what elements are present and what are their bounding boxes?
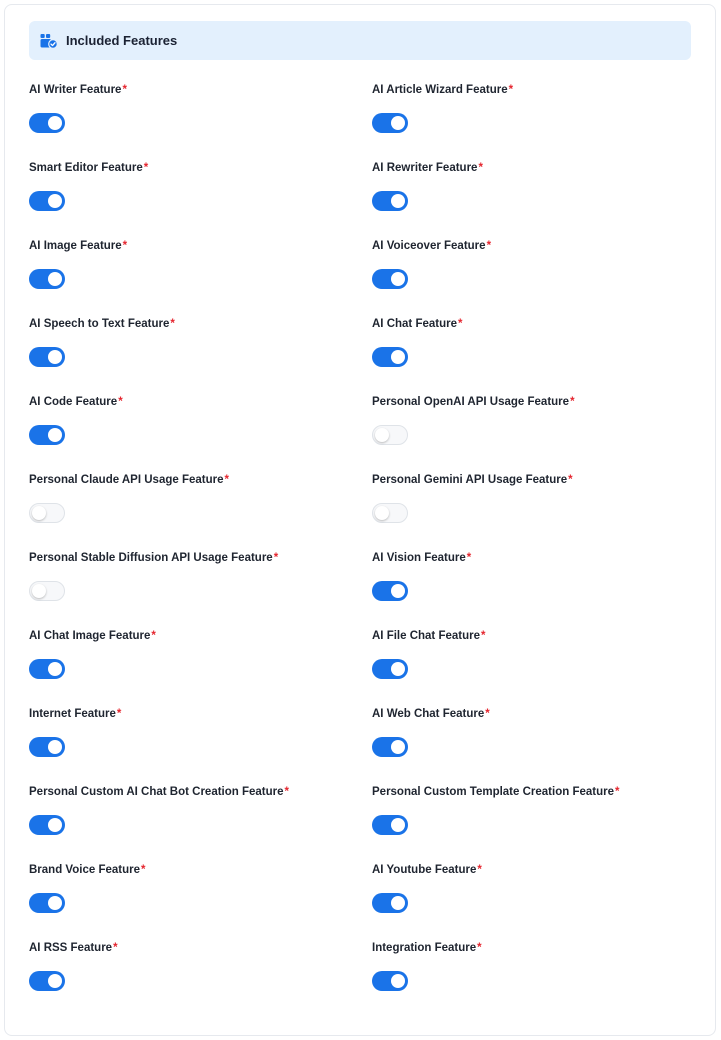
toggle-knob bbox=[48, 896, 62, 910]
toggle-knob bbox=[391, 194, 405, 208]
feature-label-text: Personal Stable Diffusion API Usage Feature bbox=[29, 552, 273, 564]
feature-label-text: Integration Feature bbox=[372, 942, 477, 954]
feature-toggle[interactable] bbox=[372, 113, 408, 133]
feature-label bbox=[29, 940, 372, 956]
toggle-knob bbox=[391, 584, 405, 598]
feature-label-text: AI Article Wizard Feature bbox=[372, 84, 508, 96]
feature-label-text: AI Code Feature bbox=[29, 396, 118, 408]
toggle-knob bbox=[48, 974, 62, 988]
feature-label-text: Personal Custom Template Creation Feature bbox=[372, 786, 614, 798]
feature-toggle[interactable] bbox=[372, 971, 408, 991]
feature-item bbox=[29, 153, 372, 231]
feature-label bbox=[29, 862, 372, 878]
toggle-knob bbox=[48, 194, 62, 208]
required-asterisk: * bbox=[116, 708, 122, 720]
feature-label-text: AI Youtube Feature bbox=[372, 864, 477, 876]
feature-label-text: AI File Chat Feature bbox=[372, 630, 480, 642]
required-asterisk: * bbox=[273, 552, 279, 564]
toggle-knob bbox=[375, 428, 389, 442]
feature-toggle[interactable] bbox=[372, 659, 408, 679]
feature-label bbox=[29, 238, 372, 254]
required-asterisk: * bbox=[122, 84, 127, 96]
feature-label-text: AI Web Chat Feature bbox=[372, 708, 485, 720]
feature-label-text: AI Writer Feature bbox=[29, 84, 122, 96]
required-asterisk: * bbox=[151, 630, 156, 642]
feature-label bbox=[372, 472, 691, 488]
feature-item bbox=[29, 621, 372, 699]
required-asterisk: * bbox=[614, 786, 620, 798]
required-asterisk: * bbox=[508, 84, 514, 96]
required-asterisk: * bbox=[570, 396, 575, 408]
toggle-knob bbox=[391, 116, 405, 130]
required-asterisk: * bbox=[143, 162, 149, 174]
feature-toggle[interactable] bbox=[29, 815, 65, 835]
feature-toggle[interactable] bbox=[29, 971, 65, 991]
feature-item bbox=[372, 309, 691, 387]
feature-item bbox=[372, 387, 691, 465]
feature-item bbox=[29, 855, 372, 933]
feature-toggle[interactable] bbox=[372, 893, 408, 913]
feature-label-text: Personal Claude API Usage Feature bbox=[29, 474, 224, 486]
feature-toggle[interactable] bbox=[29, 347, 65, 367]
feature-label bbox=[372, 628, 691, 644]
toggle-knob bbox=[391, 350, 405, 364]
feature-label bbox=[29, 706, 372, 722]
feature-item bbox=[29, 543, 372, 621]
feature-item bbox=[372, 855, 691, 933]
toggle-knob bbox=[391, 662, 405, 676]
feature-label bbox=[29, 160, 372, 176]
feature-toggle[interactable] bbox=[372, 581, 408, 601]
feature-toggle[interactable] bbox=[29, 893, 65, 913]
feature-toggle[interactable] bbox=[372, 737, 408, 757]
feature-toggle[interactable] bbox=[372, 269, 408, 289]
feature-label-text: Internet Feature bbox=[29, 708, 116, 720]
required-asterisk: * bbox=[284, 786, 290, 798]
toggle-knob bbox=[48, 116, 62, 130]
feature-label-text: Smart Editor Feature bbox=[29, 162, 143, 174]
feature-item bbox=[29, 387, 372, 465]
feature-label bbox=[29, 628, 372, 644]
toggle-knob bbox=[48, 428, 62, 442]
feature-label bbox=[372, 940, 691, 956]
package-check-icon bbox=[40, 33, 58, 49]
feature-toggle[interactable] bbox=[372, 425, 408, 445]
feature-label bbox=[29, 472, 372, 488]
required-asterisk: * bbox=[170, 318, 175, 330]
toggle-knob bbox=[32, 584, 46, 598]
feature-label-text: AI Chat Feature bbox=[372, 318, 457, 330]
feature-item bbox=[29, 75, 372, 153]
feature-label-text: Brand Voice Feature bbox=[29, 864, 140, 876]
feature-toggle[interactable] bbox=[372, 503, 408, 523]
feature-label bbox=[372, 316, 691, 332]
feature-label-text: Personal Gemini API Usage Feature bbox=[372, 474, 568, 486]
feature-label bbox=[29, 550, 372, 566]
feature-item bbox=[29, 309, 372, 387]
feature-toggle[interactable] bbox=[29, 269, 65, 289]
toggle-knob bbox=[391, 272, 405, 286]
feature-item bbox=[372, 153, 691, 231]
feature-item bbox=[29, 465, 372, 543]
feature-label bbox=[372, 394, 691, 410]
feature-toggle[interactable] bbox=[372, 815, 408, 835]
toggle-knob bbox=[391, 974, 405, 988]
feature-label bbox=[372, 82, 691, 98]
toggle-knob bbox=[32, 506, 46, 520]
feature-item bbox=[29, 777, 372, 855]
feature-toggle[interactable] bbox=[372, 191, 408, 211]
feature-label bbox=[29, 784, 372, 800]
feature-toggle[interactable] bbox=[372, 347, 408, 367]
feature-label bbox=[29, 82, 372, 98]
required-asterisk: * bbox=[481, 630, 486, 642]
feature-item bbox=[29, 231, 372, 309]
feature-label-text: AI Speech to Text Feature bbox=[29, 318, 170, 330]
toggle-knob bbox=[391, 740, 405, 754]
feature-label bbox=[372, 550, 691, 566]
required-asterisk: * bbox=[477, 864, 482, 876]
feature-label-text: AI Rewriter Feature bbox=[372, 162, 478, 174]
feature-toggle[interactable] bbox=[29, 581, 65, 601]
feature-toggle[interactable] bbox=[29, 737, 65, 757]
required-asterisk: * bbox=[141, 864, 146, 876]
feature-label-text: AI Vision Feature bbox=[372, 552, 466, 564]
required-asterisk: * bbox=[113, 942, 118, 954]
feature-item bbox=[372, 621, 691, 699]
required-asterisk: * bbox=[478, 162, 483, 174]
toggle-knob bbox=[48, 350, 62, 364]
required-asterisk: * bbox=[466, 552, 472, 564]
feature-toggle[interactable] bbox=[29, 191, 65, 211]
feature-item bbox=[372, 231, 691, 309]
feature-toggle[interactable] bbox=[29, 659, 65, 679]
required-asterisk: * bbox=[458, 318, 463, 330]
toggle-knob bbox=[391, 818, 405, 832]
feature-label bbox=[29, 316, 372, 332]
feature-label bbox=[372, 238, 691, 254]
feature-label-text: Personal OpenAI API Usage Feature bbox=[372, 396, 570, 408]
feature-label-text: AI RSS Feature bbox=[29, 942, 113, 954]
required-asterisk: * bbox=[485, 708, 490, 720]
feature-toggle[interactable] bbox=[29, 113, 65, 133]
feature-label bbox=[29, 394, 372, 410]
feature-item bbox=[29, 933, 372, 1011]
feature-item bbox=[29, 699, 372, 777]
feature-toggle[interactable] bbox=[29, 503, 65, 523]
required-asterisk: * bbox=[486, 240, 492, 252]
toggle-knob bbox=[48, 818, 62, 832]
feature-grid bbox=[29, 75, 691, 1011]
included-features-card bbox=[4, 4, 716, 1036]
feature-item bbox=[372, 543, 691, 621]
required-asterisk: * bbox=[122, 240, 128, 252]
required-asterisk: * bbox=[224, 474, 229, 486]
required-asterisk: * bbox=[568, 474, 573, 486]
section-title: Included Features bbox=[66, 33, 178, 48]
feature-label-text: AI Image Feature bbox=[29, 240, 122, 252]
toggle-knob bbox=[391, 896, 405, 910]
feature-label bbox=[372, 160, 691, 176]
toggle-knob bbox=[375, 506, 389, 520]
feature-item bbox=[372, 465, 691, 543]
feature-label bbox=[372, 862, 691, 878]
feature-label-text: AI Chat Image Feature bbox=[29, 630, 151, 642]
feature-label bbox=[372, 784, 691, 800]
feature-label-text: Personal Custom AI Chat Bot Creation Feature bbox=[29, 786, 284, 798]
section-header bbox=[29, 21, 691, 60]
feature-item bbox=[372, 777, 691, 855]
required-asterisk: * bbox=[118, 396, 123, 408]
feature-item bbox=[372, 699, 691, 777]
toggle-knob bbox=[48, 272, 62, 286]
feature-label-text: AI Voiceover Feature bbox=[372, 240, 486, 252]
required-asterisk: * bbox=[477, 942, 482, 954]
feature-label bbox=[372, 706, 691, 722]
feature-item bbox=[372, 75, 691, 153]
toggle-knob bbox=[48, 740, 62, 754]
feature-item bbox=[372, 933, 691, 1011]
toggle-knob bbox=[48, 662, 62, 676]
feature-toggle[interactable] bbox=[29, 425, 65, 445]
